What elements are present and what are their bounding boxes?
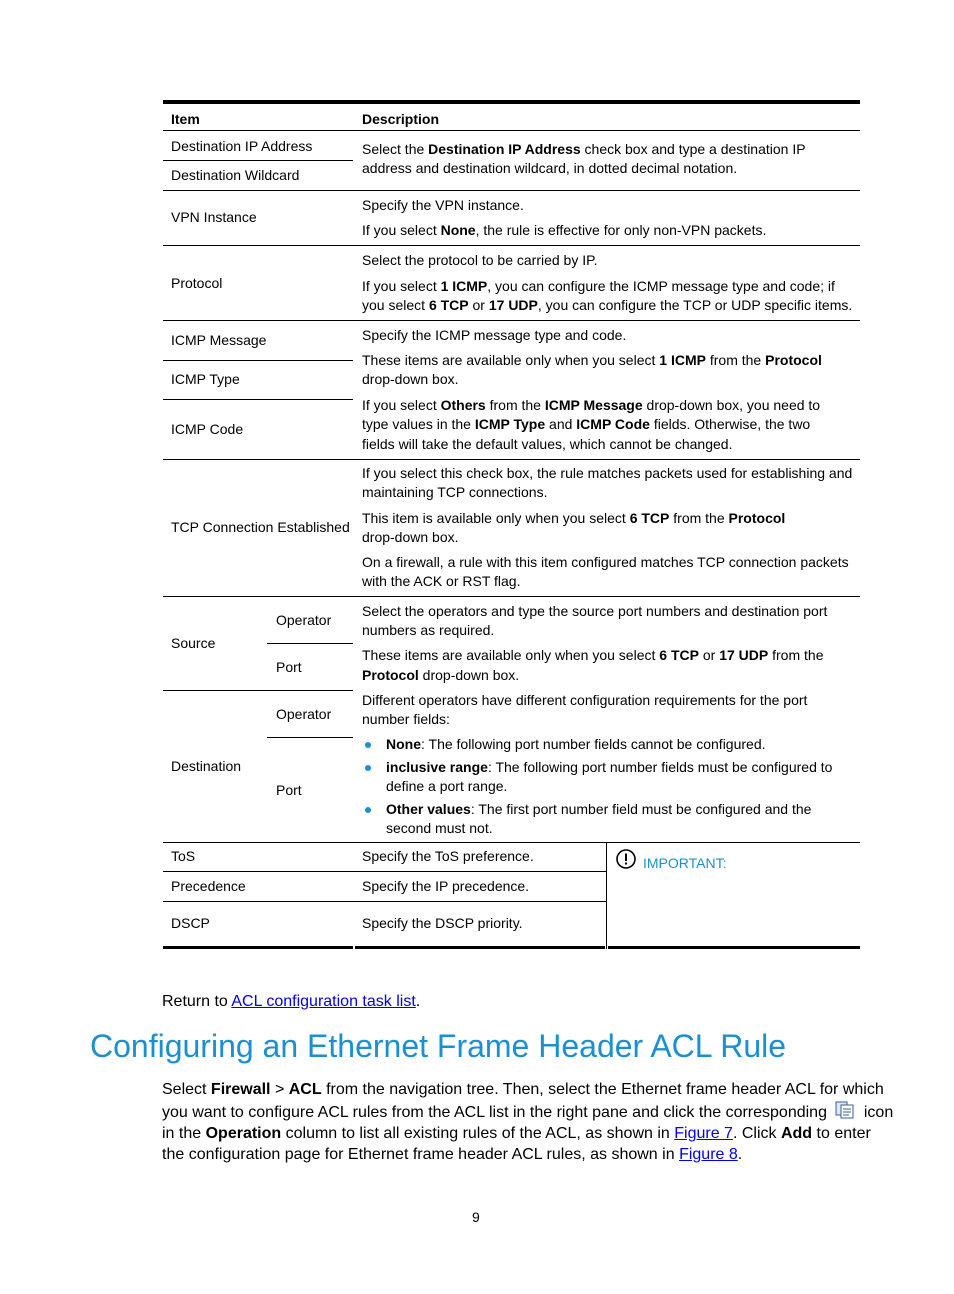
row-divider	[163, 871, 606, 872]
item-tos: ToS	[171, 848, 196, 864]
desc-tcp-line2: maintaining TCP connections.	[362, 484, 548, 500]
desc-icmp-line1: Specify the ICMP message type and code.	[362, 327, 627, 343]
desc-ports-line3: These items are available only when you select 6 TCP or 17 UDP from the	[362, 647, 824, 663]
desc-icmp-line5: type values in the ICMP Type and ICMP Code fields. Otherwise, the two	[362, 416, 811, 432]
item-tcp-connection-established: TCP Connection Established	[171, 519, 350, 535]
item-icmp-type: ICMP Type	[171, 371, 240, 387]
figure-7-link[interactable]: Figure 7	[674, 1125, 733, 1142]
desc-vpn-line2: If you select None, the rule is effective for only non-VPN packets.	[362, 222, 767, 238]
desc-protocol-line1: Select the protocol to be carried by IP.	[362, 252, 598, 268]
bullet-other-values: Other values: The first port number field must be configured and the	[386, 801, 812, 817]
table-bottom-rule	[163, 946, 353, 949]
item-protocol: Protocol	[171, 275, 223, 291]
row-divider	[163, 399, 353, 400]
desc-tos: Specify the ToS preference.	[362, 848, 534, 864]
item-vpn-instance: VPN Instance	[171, 209, 257, 225]
desc-icmp-line3: drop-down box.	[362, 371, 459, 387]
row-divider	[163, 190, 860, 191]
desc-ports-line2: numbers as required.	[362, 622, 495, 638]
item-destination-port: Port	[276, 782, 302, 798]
desc-protocol-line3: you select 6 TCP or 17 UDP, you can configure the TCP or UDP specific items.	[362, 297, 853, 313]
row-divider	[163, 160, 353, 161]
desc-precedence: Specify the IP precedence.	[362, 878, 530, 894]
page-number: 9	[472, 1209, 480, 1225]
table-bottom-rule	[608, 946, 860, 949]
row-divider	[163, 690, 353, 691]
paragraph-line4: the configuration page for Ethernet frame header ACL rules, as shown in Figure 8.	[162, 1146, 743, 1163]
rules-icon	[835, 1101, 855, 1119]
item-destination-wildcard: Destination Wildcard	[171, 167, 300, 183]
header-description: Description	[362, 111, 440, 127]
return-line: Return to ACL configuration task list.	[162, 993, 421, 1010]
row-divider	[163, 459, 860, 460]
item-source-port: Port	[276, 659, 302, 675]
item-precedence: Precedence	[171, 878, 246, 894]
bullet-other-values-cont: second must not.	[386, 820, 493, 836]
row-divider	[163, 901, 606, 902]
desc-dscp: Specify the DSCP priority.	[362, 915, 523, 931]
desc-destination-line1: Select the Destination IP Address check box and type a destination IP	[362, 141, 806, 157]
column-divider	[606, 843, 607, 949]
desc-icmp-line4: If you select Others from the ICMP Message drop-down box, you need to	[362, 397, 821, 413]
bullet-inclusive-range: inclusive range: The following port number fields must be configured to	[386, 759, 833, 775]
row-divider	[267, 737, 353, 738]
bullet-none: None: The following port number fields cannot be configured.	[386, 736, 766, 752]
desc-destination-line2: address and destination wildcard, in dotted decimal notation.	[362, 160, 738, 176]
important-icon	[615, 848, 637, 870]
paragraph-line2: you want to configure ACL rules from the ACL list in the right pane and click the corresponding icon	[162, 1101, 893, 1123]
desc-tcp-line3: This item is available only when you select 6 TCP from the Protocol	[362, 510, 786, 526]
item-source-operator: Operator	[276, 612, 332, 628]
item-icmp-code: ICMP Code	[171, 421, 244, 437]
bullet-icon	[365, 742, 371, 748]
row-divider	[163, 245, 860, 246]
desc-ports-line1: Select the operators and type the source port numbers and destination port	[362, 603, 828, 619]
row-divider	[163, 320, 860, 321]
item-dscp: DSCP	[171, 915, 210, 931]
desc-protocol-line2: If you select 1 ICMP, you can configure the ICMP message type and code; if	[362, 278, 835, 294]
desc-ports-line6: number fields:	[362, 711, 450, 727]
acl-task-list-link[interactable]: ACL configuration task list	[231, 993, 416, 1010]
table-top-rule	[163, 100, 860, 104]
desc-ports-line4: Protocol drop-down box.	[362, 667, 520, 683]
paragraph-line1: Select Firewall > ACL from the navigation tree. Then, select the Ethernet frame header ACL for which	[162, 1081, 884, 1098]
desc-tcp-line5: On a firewall, a rule with this item configured matches TCP connection packets	[362, 554, 849, 570]
table-bottom-rule	[355, 946, 605, 949]
row-divider	[163, 596, 860, 597]
section-title: Configuring an Ethernet Frame Header ACL Rule	[90, 1028, 787, 1064]
item-icmp-message: ICMP Message	[171, 332, 267, 348]
paragraph-line3: in the Operation column to list all existing rules of the ACL, as shown in Figure 7. Click Add to enter	[162, 1125, 871, 1142]
row-divider	[163, 842, 860, 843]
desc-ports-line5: Different operators have different configuration requirements for the port	[362, 692, 808, 708]
desc-vpn-line1: Specify the VPN instance.	[362, 197, 524, 213]
important-label: IMPORTANT:	[643, 855, 727, 871]
desc-icmp-line6: fields will take the default values, which cannot be changed.	[362, 436, 733, 452]
row-divider	[163, 360, 353, 361]
item-destination-ip: Destination IP Address	[171, 138, 313, 154]
figure-8-link[interactable]: Figure 8	[679, 1146, 738, 1163]
bullet-icon	[365, 807, 371, 813]
desc-icmp-line2: These items are available only when you select 1 ICMP from the Protocol	[362, 352, 822, 368]
bullet-inclusive-range-cont: define a port range.	[386, 778, 508, 794]
item-destination-operator: Operator	[276, 706, 332, 722]
desc-tcp-line6: with the ACK or RST flag.	[362, 573, 521, 589]
item-source: Source	[171, 635, 216, 651]
desc-tcp-line4: drop-down box.	[362, 529, 459, 545]
table-header-rule	[163, 130, 860, 131]
desc-tcp-line1: If you select this check box, the rule matches packets used for establishing and	[362, 465, 853, 481]
row-divider	[267, 643, 353, 644]
header-item: Item	[171, 111, 200, 127]
bullet-icon	[365, 765, 371, 771]
item-destination: Destination	[171, 758, 242, 774]
